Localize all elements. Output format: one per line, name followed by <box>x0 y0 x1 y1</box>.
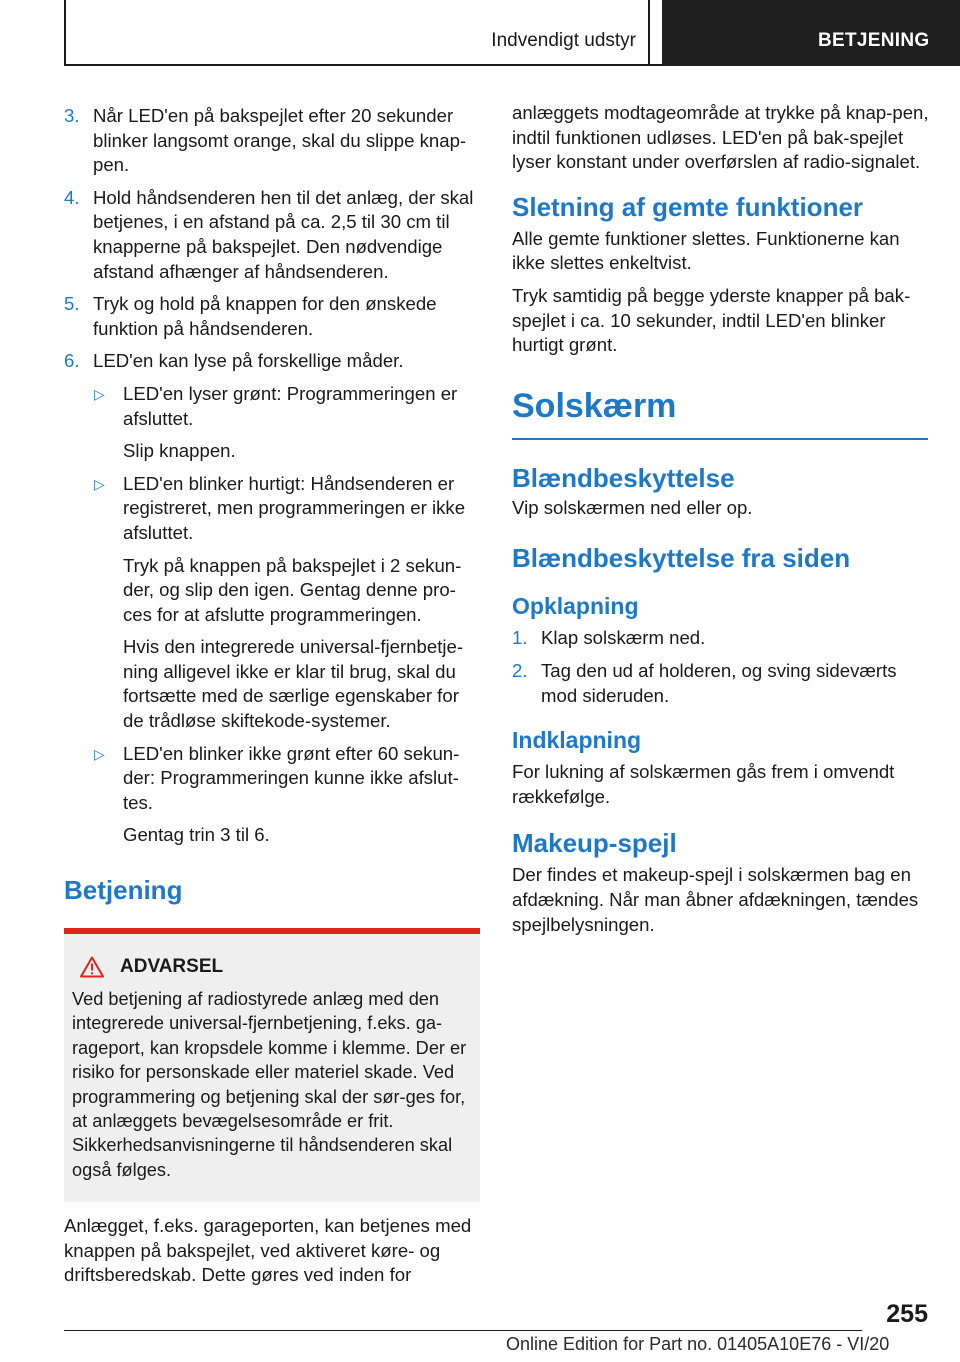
triangle-bullet-icon: ▷ <box>94 385 105 402</box>
footer-edition: Online Edition for Part no. 01405A10E76 - VI/20 <box>506 1334 890 1354</box>
triangle-bullet-icon: ▷ <box>94 475 105 492</box>
step-number: 5. <box>64 293 80 315</box>
bullet-text: LED'en lyser grønt: Programmeringen er afsluttet. <box>123 382 458 429</box>
heading-fold-out: Opklapning <box>512 593 639 620</box>
step-number: 1. <box>512 627 528 649</box>
bullet-no-green <box>64 742 480 816</box>
footer-rule <box>64 1330 862 1331</box>
step-text: Når LED'en på bakspejlet efter 20 sekunder blinker langsomt orange, skal du slippe knap-pen. <box>93 105 467 176</box>
step-text: Hold håndsenderen hen til det anlæg, der skal betjenes, i en afstand på ca. 2,5 til 30 cm til knapperne på bakspejlet. Den nødvendige afstand afhænger af håndsenderen. <box>93 186 474 282</box>
bullet-green <box>64 382 480 431</box>
page-number: 255 <box>886 1300 928 1328</box>
warning-triangle-icon <box>80 956 104 978</box>
step-text: LED'en kan lyse på forskellige måder. <box>93 350 404 372</box>
section-title: Indvendigt udstyr <box>491 30 636 51</box>
delete-paragraph-1: Alle gemte funktioner slettes. Funktionerne kan ikke slettes enkeltvist. <box>512 227 900 274</box>
left-column <box>64 104 480 1288</box>
bullet-text: LED'en blinker ikke grønt efter 60 sekun-der: Programmeringen kunne ikke afslut-tes. <box>123 742 460 813</box>
glare-text: Vip solskærmen ned eller op. <box>512 496 753 518</box>
fold-step-1 <box>512 626 930 651</box>
bullet-note: Gentag trin 3 til 6. <box>123 824 270 846</box>
bullet-fast-blink <box>64 472 480 546</box>
bullet-text: LED'en blinker hurtigt: Håndsenderen er registreret, men programmeringen er ikke afsluttet. <box>123 472 466 543</box>
heading-rule <box>512 438 928 440</box>
chapter-tab: BETJENING <box>662 0 960 66</box>
step-text: Klap solskærm ned. <box>541 627 706 649</box>
warning-text: Ved betjening af radiostyrede anlæg med den integrerede universal-fjernbetjening, f.eks. ga-rageport, kan kropsdele komme i klemme. Der er risiko for personskade eller materiel skade. Ved programmering og betjening skal der sør-ges for, at anlæggets bevægelsesområde er frit. Sikkerhedsanvisningerne til håndsenderen skal også følges. <box>72 989 467 1180</box>
step-3 <box>64 104 480 178</box>
step-text: Tryk og hold på knappen for den ønskede funktion på håndsenderen. <box>93 293 437 339</box>
step-number: 6. <box>64 350 80 372</box>
triangle-bullet-icon: ▷ <box>94 745 105 762</box>
heading-betjening: Betjening <box>64 875 183 906</box>
bullet-note: Tryk på knappen på bakspejlet i 2 sekun-der, og slip den igen. Gentag denne pro-ces for at afslutte programmeringen. <box>123 554 462 625</box>
fold-in-text: For lukning af solskærmen gås frem i omvendt rækkefølge. <box>512 761 895 807</box>
warning-box <box>64 928 480 1202</box>
fold-step-2 <box>512 659 930 708</box>
step-number: 4. <box>64 186 80 208</box>
right-column <box>512 101 930 937</box>
step-text: Tag den ud af holderen, og sving sideværts mod sideruden. <box>541 659 897 706</box>
delete-paragraph-2: Tryk samtidig på begge yderste knapper på bak-spejlet i ca. 10 sekunder, indtil LED'en blinker hurtigt grønt. <box>512 284 911 356</box>
heading-glare-protection: Blændbeskyttelse <box>512 462 735 493</box>
heading-delete-functions: Sletning af gemte funktioner <box>512 191 864 222</box>
warning-header <box>72 956 472 978</box>
step-5 <box>64 292 480 341</box>
bullet-note: Slip knappen. <box>123 440 236 462</box>
step-6 <box>64 349 480 374</box>
heading-makeup-mirror: Makeup-spejl <box>512 828 677 859</box>
heading-sun-visor: Solskærm <box>512 386 677 425</box>
mirror-text: Der findes et makeup-spejl i solskærmen bag en afdækning. Når man åbner afdækningen, tændes spejlbelysningen. <box>512 864 919 935</box>
heading-side-glare: Blændbeskyttelse fra siden <box>512 543 851 574</box>
closing-paragraph: Anlægget, f.eks. garageporten, kan betjenes med knappen på bakspejlet, ved aktiveret køre- og driftsberedskab. Dette gøres ved inden for <box>64 1215 472 1286</box>
heading-fold-in: Indklapning <box>512 727 642 754</box>
bullet-note: Hvis den integrerede universal-fjernbetje-ning alligevel ikke er klar til brug, skal du fortsætte med de særlige egenskaber for de trådløse skiftekode-systemer. <box>123 636 464 732</box>
step-4 <box>64 186 480 284</box>
step-number: 3. <box>64 105 80 126</box>
step-number: 2. <box>512 659 528 681</box>
warning-title: ADVARSEL <box>120 956 224 978</box>
continuation-paragraph: anlæggets modtageområde at trykke på knap-pen, indtil funktionen udløses. LED'en på bak-spejlet lyser konstant under overførslen af radio-signalet. <box>512 102 929 173</box>
